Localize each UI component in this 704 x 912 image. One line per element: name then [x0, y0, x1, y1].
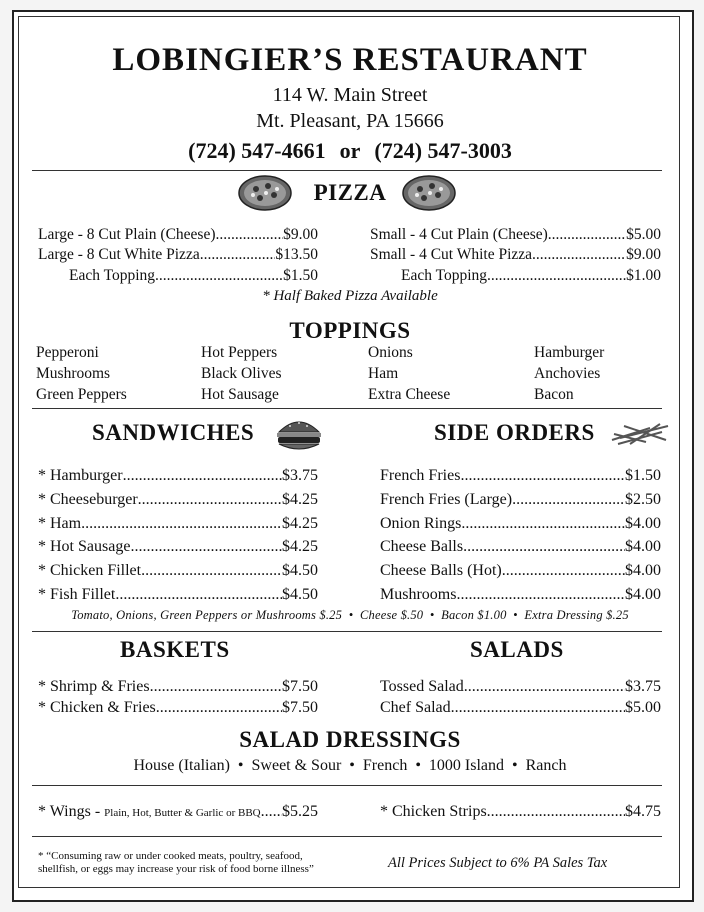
- phone-1[interactable]: (724) 547-4661: [188, 138, 326, 163]
- menu-item-side: French Fries (Large) ..... $2.50: [380, 488, 661, 512]
- menu-item-basket: * Shrimp & Fries ..... $7.50: [38, 675, 318, 699]
- menu-item-side: Cheese Balls ..... $4.00: [380, 535, 661, 559]
- divider: [32, 631, 662, 632]
- menu-item-wings: * Wings - Plain, Hot, Butter & Garlic or BBQ ..... $5.25: [38, 800, 318, 825]
- menu-item-pizza: Each Topping ..... $1.00: [401, 266, 661, 286]
- city-address: Mt. Pleasant, PA 15666: [256, 110, 444, 132]
- salads-heading: SALADS: [470, 637, 564, 662]
- pizza-icon: [238, 175, 292, 211]
- topping-item: Mushrooms: [36, 365, 111, 382]
- menu-item-chicken-strips: * Chicken Strips ..... $4.75: [380, 800, 661, 824]
- menu-item-side: Onion Rings ..... $4.00: [380, 512, 661, 536]
- restaurant-name: LOBINGIER’S RESTAURANT: [112, 42, 588, 78]
- side-orders-heading: SIDE ORDERS: [434, 420, 595, 445]
- fries-icon: [610, 418, 670, 448]
- topping-item: Pepperoni: [36, 344, 99, 361]
- menu-item-pizza: Large - 8 Cut Plain (Cheese) ..... $9.00: [38, 225, 318, 245]
- topping-item: Ham: [368, 365, 399, 382]
- food-safety-disclaimer: * “Consuming raw or under cooked meats, poultry, seafood, shellfish, or eggs may increase your risk of food borne illness”: [38, 850, 314, 875]
- phone-numbers: [18, 138, 682, 164]
- divider: [32, 785, 662, 786]
- topping-item: Extra Cheese: [368, 386, 451, 403]
- menu-item-side: Mushrooms ..... $4.00: [380, 583, 661, 607]
- topping-item: Bacon: [534, 386, 574, 403]
- topping-item: Hot Sausage: [201, 386, 279, 403]
- topping-item: Black Olives: [201, 365, 282, 382]
- menu-item-sandwich: * Cheeseburger ..... $4.25: [38, 488, 318, 512]
- topping-item: Hamburger: [534, 344, 605, 361]
- menu-item-pizza: Small - 4 Cut Plain (Cheese) ..... $5.00: [370, 225, 661, 245]
- menu-item-sandwich: * Fish Fillet ..... $4.50: [38, 583, 318, 607]
- topping-item: Hot Peppers: [201, 344, 278, 361]
- sandwiches-heading: SANDWICHES: [92, 420, 255, 445]
- toppings-grid: [36, 342, 666, 405]
- topping-item: Anchovies: [534, 365, 601, 382]
- divider: [32, 170, 662, 171]
- topping-item: Green Peppers: [36, 386, 127, 403]
- menu-item-basket: * Chicken & Fries ..... $7.50: [38, 696, 318, 720]
- divider: [32, 836, 662, 837]
- salad-dressings-heading: SALAD DRESSINGS: [239, 727, 461, 752]
- toppings-heading: TOPPINGS: [289, 318, 411, 343]
- menu-item-pizza: Small - 4 Cut White Pizza ..... $9.00: [370, 245, 661, 265]
- pizza-icon: [402, 175, 456, 211]
- topping-item: Onions: [368, 344, 413, 361]
- pizza-heading: PIZZA: [313, 180, 387, 205]
- menu-item-pizza: Large - 8 Cut White Pizza ..... $13.50: [38, 245, 318, 265]
- menu-item-sandwich: * Hot Sausage ..... $4.25: [38, 535, 318, 559]
- menu-item-salad: Chef Salad ..... $5.00: [380, 696, 661, 720]
- extras-note: Tomato, Onions, Green Peppers or Mushrooms $.25 • Cheese $.50 • Bacon $1.00 • Extra Dressing $.25: [71, 608, 629, 622]
- divider: [32, 408, 662, 409]
- phone-or: or: [339, 138, 361, 163]
- menu-item-pizza: Each Topping ..... $1.50: [69, 266, 318, 286]
- street-address: 114 W. Main Street: [272, 84, 428, 106]
- menu-item-side: Cheese Balls (Hot) ..... $4.00: [380, 559, 661, 583]
- menu-item-sandwich: * Ham ..... $4.25: [38, 512, 318, 536]
- sales-tax-note: All Prices Subject to 6% PA Sales Tax: [388, 855, 608, 871]
- menu-item-salad: Tossed Salad ..... $3.75: [380, 675, 661, 699]
- menu-item-side: French Fries ..... $1.50: [380, 464, 661, 488]
- pizza-note: * Half Baked Pizza Available: [262, 288, 438, 304]
- salad-dressings-list: House (Italian) • Sweet & Sour • French • 1000 Island • Ranch: [133, 757, 567, 774]
- menu-item-sandwich: * Hamburger ..... $3.75: [38, 464, 318, 488]
- baskets-heading: BASKETS: [120, 637, 230, 662]
- phone-2[interactable]: (724) 547-3003: [374, 138, 512, 163]
- menu-item-sandwich: * Chicken Fillet ..... $4.50: [38, 559, 318, 583]
- burger-icon: [274, 414, 324, 454]
